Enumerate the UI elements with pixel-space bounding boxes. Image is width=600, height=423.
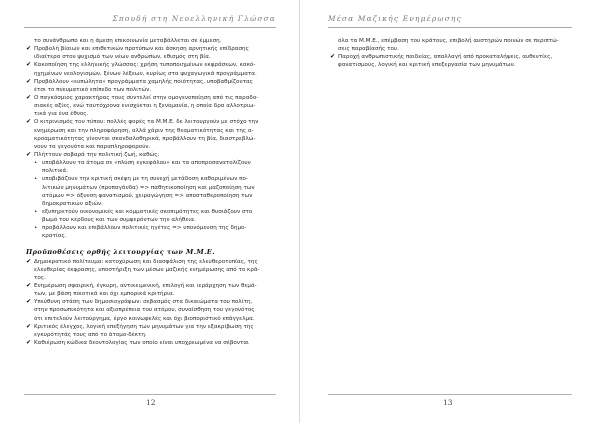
text-line: δημοκρατικών αξιών. bbox=[42, 200, 103, 207]
list-item: ✔ Δημοκρατικό πολίτευμα: κατοχύρωση και διασφάλιση της ελευθεροτυπίας, της bbox=[26, 257, 258, 265]
left-page-body bbox=[26, 37, 278, 347]
list-item: ✔ Κακοποίηση της ελληνικής γλώσσας: χρήση τυποποιημένων εκφράσεων, κακό- bbox=[26, 61, 256, 69]
list-item: ✔ Προβάλλουν «ευπώλητα» προγράμματα χαμηλής ποιότητας, υποβαθμίζοντας bbox=[26, 77, 253, 85]
text-line: κρατίας. bbox=[42, 233, 67, 240]
text-line: νουν τα γεγονότα και παραπληροφορούν. bbox=[34, 143, 151, 150]
list-item: ✔ Πλήττουν σοβαρά την πολιτική ζωή, καθώς: bbox=[26, 150, 160, 158]
text-line: ότι επιτελούν λειτούργημα, έργο κοινωφελές και όχι βιοποριστικό επάγγελμα. bbox=[34, 315, 255, 322]
page-number-left: 12 bbox=[146, 398, 156, 407]
text-line: πολιτικά. bbox=[42, 168, 69, 175]
right-page bbox=[300, 0, 600, 423]
check-icon: ✔ bbox=[26, 322, 32, 330]
sub-list-item: • υποβιβάζουν την κριτική σκέψη με τη συνεχή μετάδοση καθοριμένων πο- bbox=[34, 176, 248, 183]
running-header-right: Μέσα Μαζικής Ενημέρωσης bbox=[328, 14, 462, 23]
check-icon: ✔ bbox=[26, 93, 32, 101]
sub-list-item: • υποβάλλουν τα άτομα σε «πλύση εγκεφάλου» και τα αποπροσανατολίζουν bbox=[34, 160, 251, 167]
check-icon: ✔ bbox=[26, 298, 32, 306]
list-item: ✔ Καθιέρωση κώδικα δεοντολογίας των οποίο είναι υποχρεωμένα να σέβονται bbox=[26, 338, 249, 346]
check-icon: ✔ bbox=[26, 338, 32, 346]
text-line: τικά για ένα έθνος. bbox=[34, 111, 89, 118]
list-item: ✔ Υπεύθυνη στάση των δημοσιογράφων: σεβασμός στα δικαιώματα του πολίτη, bbox=[26, 298, 253, 306]
bullet-icon: • bbox=[34, 176, 38, 183]
text-line: λιτικών μηνυμάτων (προπαγάνδα) => παθητικοποίηση και μαζοποίηση των bbox=[42, 184, 255, 191]
footer-rule-right bbox=[328, 394, 572, 395]
list-item: ✔ Ο κιτρινισμός του τύπου: πολλές φορές τα Μ.Μ.Ε. δε λειτουργούν με στόχο την bbox=[26, 118, 259, 126]
section-heading: Προϋποθέσεις ορθής λειτουργίας των Μ.Μ.Ε. bbox=[26, 247, 215, 256]
check-icon: ✔ bbox=[26, 150, 32, 158]
text-line: ενημέρωση και την πληροφόρηση, αλλά χάριν της θεαματικότητας και της α- bbox=[34, 127, 254, 134]
text-line: το συνάνθρωπο και η άμεση επικοινωνία μεταβάλλεται σε έμμεση. bbox=[34, 38, 222, 44]
check-icon: ✔ bbox=[26, 45, 32, 53]
bullet-icon: • bbox=[34, 225, 38, 232]
list-item: ✔ Ενημέρωση σφαιρική, έγκυρη, αντικειμενική, επιλογή και ιεράρχηση των θεμά- bbox=[26, 281, 257, 289]
check-icon: ✔ bbox=[26, 118, 32, 126]
list-item: ✔ Κριτικός έλεγχος, λογική επεξήγηση των μηνυμάτων για την εξακρίβωση της bbox=[26, 322, 254, 330]
text-line: ατόμων => όξυνση φανατισμού, χειραγώγηση => αποσταθεροποίηση των bbox=[42, 192, 253, 199]
footer-rule-left bbox=[24, 394, 276, 395]
check-icon: ✔ bbox=[26, 77, 32, 85]
text-line: ελευθερίας έκφρασης, υποστήριξη των μέσων μαζικής ενημέρωσης από το κρά- bbox=[34, 266, 260, 273]
page-number-right: 13 bbox=[443, 398, 453, 407]
list-item: ✔ Παροχή ανθρωπιστικής παιδείας, απαλλαγή από προκαταλήψεις, αυθεντίες, bbox=[330, 53, 553, 61]
check-icon: ✔ bbox=[26, 61, 32, 69]
bullet-icon: • bbox=[34, 208, 38, 215]
text-line: εγκυρότητάς τους από το άτομο-δέκτη. bbox=[34, 331, 147, 338]
text-line: σιακές αξίες, ενώ ταυτόχρονα ενισχύεται η ξενομανία, η οποία δρα αλλοτριω- bbox=[34, 103, 256, 110]
check-icon: ✔ bbox=[26, 281, 32, 289]
check-icon: ✔ bbox=[26, 257, 32, 265]
list-item: ✔ Ο παγκόσμιος χαρακτήρας τους συντελεί στην ομογενοποίηση από τις παραδο- bbox=[26, 93, 259, 101]
text-line: ηχημένων νεολογισμών, ξένων λέξεων, κυρίως στα ψυχαγωγικά προγράμματα. bbox=[34, 70, 257, 77]
text-line: ιδιαίτερα στον ψυχισμό των νέων ανθρώπων, εθισμός στη βία. bbox=[34, 54, 211, 61]
text-line: όλα τα Μ.Μ.Ε., επέμβαση του κράτους, επιβολή αυστηρών ποινών σε περιπτώ- bbox=[338, 38, 559, 44]
text-line: τος. bbox=[34, 274, 46, 281]
sub-list-item: • προβάλλουν και επιβάλλουν πολιτικές ηγέτες => υπονόμευση της δημο- bbox=[34, 225, 247, 232]
text-line: σεις παραβίασής του. bbox=[338, 46, 399, 53]
text-line: κροαματικότητας γίνονται σκανδαλοθηρικά, προβάλλουν τη βία, διαστρεβλώ- bbox=[34, 135, 256, 142]
list-item: ✔ Προβολή βίαιων και επιθετικών προτύπων και άσκηση αρνητικής επίδρασης bbox=[26, 45, 249, 53]
bullet-icon: • bbox=[34, 160, 38, 167]
text-line: βωμό του κέρδους και των συμφερόντων την αλήθεια. bbox=[42, 217, 196, 224]
header-rule-right bbox=[328, 27, 572, 28]
text-line: φανατισμούς, λογική και κριτική επεξεργασία των μηνυμάτων. bbox=[338, 62, 516, 69]
text-line: στην προσωπικότητα και αξιοπρέπεια του ατόμου, συναίσθηση του γεγονότος bbox=[34, 307, 255, 314]
sub-list-item: • εξυπηρετούν οικονομικές και κομματικές σκοπιμότητες και θυσιάζουν στο bbox=[34, 208, 253, 215]
header-rule-left bbox=[24, 27, 276, 28]
running-header-left: Σπουδή στη Νεοελληνική Γλώσσα bbox=[112, 14, 276, 23]
check-icon: ✔ bbox=[330, 53, 336, 61]
text-line: των, με βάση ποιοτικά και όχι εμπορικά κριτήρια. bbox=[34, 291, 175, 298]
text-line: έτσι το πνευματικό επίπεδο των πολιτών. bbox=[34, 86, 152, 93]
right-page-body bbox=[330, 37, 576, 70]
